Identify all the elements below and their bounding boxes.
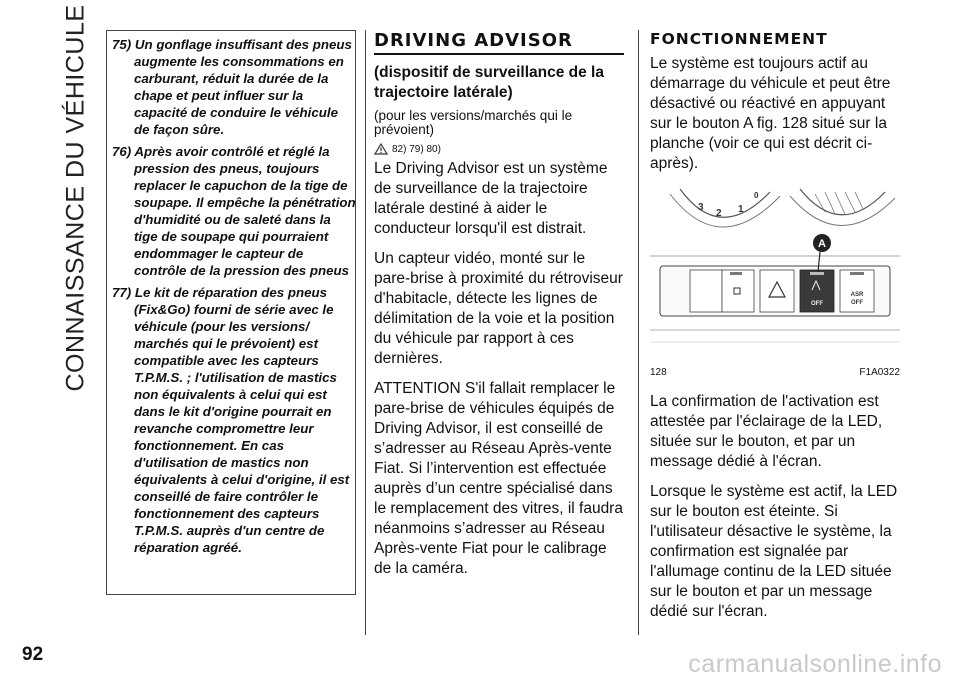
dial-number: 1 [738, 204, 744, 215]
figure-number: 128 [650, 367, 667, 378]
paragraph: Le Driving Advisor est un système de surveillance de la trajectoire latérale destiné à aider le conducteur lorsqu'il est distrait. [374, 160, 608, 237]
figure-code: F1A0322 [859, 367, 900, 378]
warning-item: 77) Le kit de réparation des pneus (Fix&Go) fourni de série avec le véhicule (pour les versions/ marchés qui le prévoient) est compatible avec les capteurs T.P.M.S. ; l'utilisation de mastics non équivalents à celui qui est dans le kit d'origine pourrait en revanche compromettre leur fonctionnement. En cas d'utilisation de mastics non équivalents à celui d'origine, il est conseillé de faire contrôler le fonctionnement des capteurs T.P.M.S. auprès d'un centre de réparation agréé. [112, 285, 350, 555]
figure-caption [650, 367, 900, 378]
warning-references [374, 143, 624, 155]
callout-label: A [818, 238, 826, 250]
page-number: 92 [22, 644, 44, 665]
column-divider [365, 30, 366, 635]
asr-off-button-label: OFF [851, 300, 863, 306]
figure-128 [650, 184, 900, 378]
paragraph: La confirmation de l'activation est attestée par l'éclairage de la LED, située sur le bouton, et par un message dédié à l'écran. [650, 393, 883, 470]
warning-triangle-icon [374, 143, 388, 155]
section-subtitle: (dispositif de surveillance de la trajectoire latérale) [374, 64, 604, 101]
warnings-list [112, 36, 356, 561]
warning-item: 76) Après avoir contrôlé et réglé la pression des pneus, toujours replacer le capuchon de la tige de soupape. Il empêche la pénétration d'humidité ou de saleté dans la tige de soupape qui pourraient endommager le capteur de contrôle de la pression des pneus [112, 144, 356, 278]
dial-number: 3 [698, 202, 704, 213]
fonctionnement-column [650, 30, 900, 632]
column-divider [638, 30, 639, 635]
references-text: 82) 79) 80) [392, 143, 441, 155]
warning-item: 75) Un gonflage insuffisant des pneus augmente les consommations en carburant, réduit la durée de la chape et peut influer sur la capacité de conduire le véhicule de façon sûre. [112, 37, 352, 137]
dial-number: 0 [754, 191, 759, 200]
side-section-title [56, 4, 96, 392]
fonctionnement-title: FONCTIONNEMENT [650, 30, 828, 48]
dashboard-buttons-illustration [650, 184, 900, 360]
side-title-text: CONNAISSANCE DU VÉHICULE [61, 4, 90, 392]
watermark: carmanualsonline.info [688, 650, 942, 678]
off-button-label: OFF [811, 301, 823, 307]
asr-button-label: ASR [850, 292, 864, 298]
paragraph: Lorsque le système est actif, la LED sur le bouton est éteinte. Si l'utilisateur désactive le système, la confirmation est signalée par l'allumage continu de la LED située sur le bouton et par un message dédié sur l'écran. [650, 483, 898, 620]
paragraph: Un capteur vidéo, monté sur le pare-brise à proximité du rétroviseur d'habitacle, détecte les lignes de délimitation de la voie et la position du véhicule par rapport à ces dernières. [374, 250, 623, 367]
attention-paragraph: ATTENTION S'il fallait remplacer le pare-brise de véhicules équipés de Driving Advisor, il est conseillé de s’adresser au Réseau Après-vente Fiat. Si l’intervention est effectuée auprès d’un centre spécialisé dans le remplacement des vitres, il faudra néanmoins s’adresser au Réseau Après-vente Fiat pour le calibrage de la caméra. [374, 380, 623, 577]
section-title: DRIVING ADVISOR [374, 30, 624, 55]
dial-number: 2 [716, 208, 722, 219]
driving-advisor-column [374, 30, 624, 589]
versions-note: (pour les versions/marchés qui le prévoient) [374, 108, 573, 137]
paragraph: Le système est toujours actif au démarrage du véhicule et peut être désactivé ou réactivé en appuyant sur le bouton A fig. 128 situé sur la planche (voir ce qui est décrit ci-après). [650, 55, 891, 172]
